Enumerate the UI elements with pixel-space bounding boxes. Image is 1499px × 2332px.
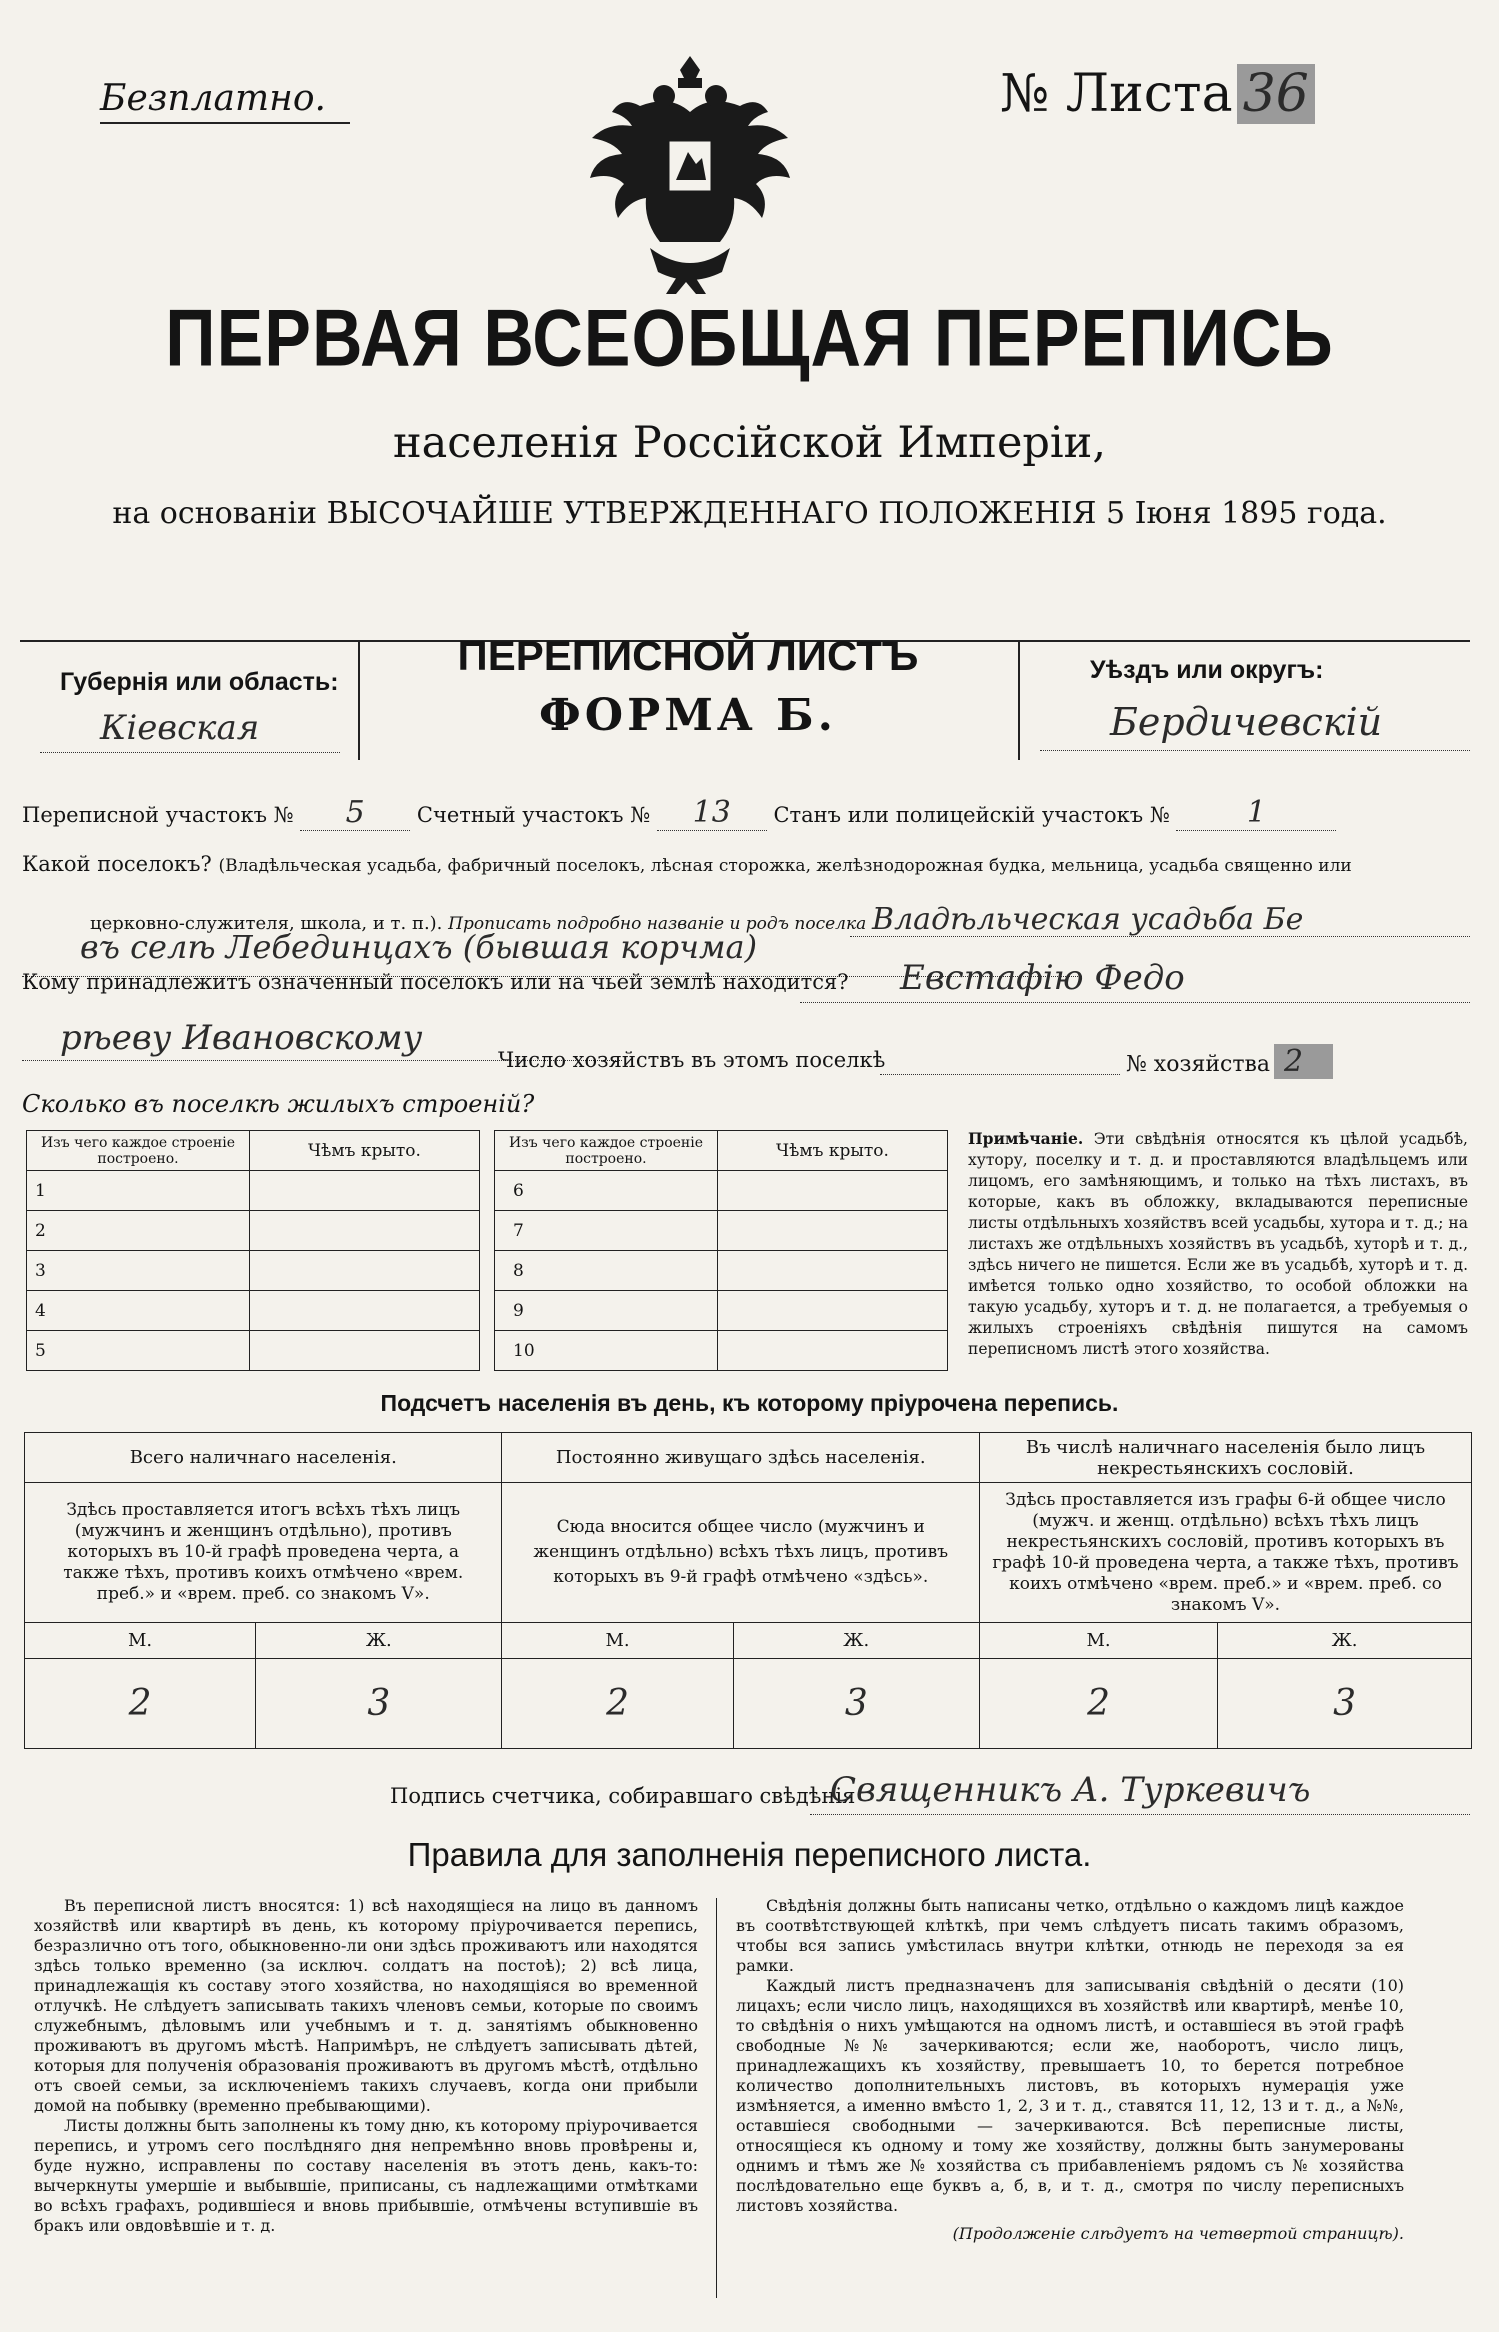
settlement-question: Какой поселокъ? xyxy=(22,852,212,876)
free-underline xyxy=(100,122,350,124)
building-row-no: 2 xyxy=(27,1211,250,1251)
district-label: Уѣздъ или округъ: xyxy=(1090,656,1324,684)
province-value: Кіевская xyxy=(100,708,260,748)
roof-cell xyxy=(718,1331,948,1371)
col3-f-value: 3 xyxy=(1218,1659,1472,1749)
building-row-no: 4 xyxy=(27,1291,250,1331)
col3-desc: Здѣсь проставляется изъ графы 6-й общее число (мужч. и женщ. отдѣльно) всѣхъ тѣхъ лицъ некрестьянскихъ сословій, противъ которыхъ въ графѣ 10-й проведена черта, а также тѣхъ, противъ коихъ отмѣчено «врем. преб.» и «врем. преб. со знакомъ V». xyxy=(979,1483,1471,1623)
building-row-no: 10 xyxy=(495,1331,718,1371)
buildings-table-right xyxy=(494,1130,948,1371)
count-area-value: 13 xyxy=(657,795,767,831)
household-no xyxy=(1126,1044,1333,1079)
buildings-table-left xyxy=(26,1130,480,1371)
col1-f-label: Ж. xyxy=(256,1623,502,1659)
settlement-line-1 xyxy=(850,936,1470,937)
col2-f-label: Ж. xyxy=(733,1623,979,1659)
form-title: ПЕРЕПИСНОЙ ЛИСТЪ xyxy=(457,632,919,679)
building-row-no: 7 xyxy=(495,1211,718,1251)
buildings-question: Сколько въ поселкѣ жилыхъ строеній? xyxy=(22,1090,535,1118)
province-line xyxy=(40,752,340,753)
settlement-hint-1: (Владѣльческая усадьба, фабричный поселокъ, лѣсная сторожка, желѣзнодорожная будка, мельница, усадьба священно или xyxy=(218,856,1352,876)
district-line xyxy=(1040,750,1470,751)
col3-title: Въ числѣ наличнаго населенія было лицъ некрестьянскихъ сословій. xyxy=(979,1433,1471,1483)
note-label: Примѣчаніе. xyxy=(968,1129,1084,1148)
roof-cell xyxy=(718,1211,948,1251)
free-label: Безплатно. xyxy=(100,78,326,119)
district-value: Бердичевскій xyxy=(1110,700,1383,744)
col1-title: Всего наличнаго населенія. xyxy=(25,1433,502,1483)
census-title: ПЕРВАЯ ВСЕОБЩАЯ ПЕРЕПИСЬ xyxy=(165,293,1334,383)
col-roof: Чѣмъ крыто. xyxy=(718,1131,948,1171)
station-label: Станъ или полицейскій участокъ № xyxy=(773,803,1170,827)
rules-heading: Правила для заполненія переписного листа. xyxy=(407,1836,1092,1873)
col3-f-label: Ж. xyxy=(1218,1623,1472,1659)
form-header-right-divider xyxy=(1018,640,1020,760)
rules-right-para-1: Свѣдѣнія должны быть написаны четко, отдѣльно о каждомъ лицѣ каждое въ соотвѣтствующей клѣткѣ, при чемъ слѣдуетъ писать такимъ образомъ, чтобы вся запись умѣстилась внутри клѣтки, отнюдь не переходя за ея рамки. xyxy=(736,1896,1404,1975)
province-label: Губернія или область: xyxy=(60,668,339,696)
roof-cell xyxy=(250,1211,480,1251)
sheet-number-label: № Листа xyxy=(1000,64,1233,124)
household-no-value: 2 xyxy=(1274,1044,1333,1079)
roof-cell xyxy=(718,1291,948,1331)
sheet-number xyxy=(1000,64,1315,124)
settlement-row xyxy=(22,852,1472,876)
settlement-value-1: Владѣльческая усадьба Бе xyxy=(872,902,1304,937)
signature-value: Священникъ А. Туркевичъ xyxy=(830,1770,1311,1810)
rules-left-column xyxy=(34,1896,698,2236)
col1-f-value: 3 xyxy=(256,1659,502,1749)
coat-of-arms-emblem xyxy=(580,48,800,298)
col-material: Изъ чего каждое строеніе построено. xyxy=(495,1131,718,1171)
building-row-no: 6 xyxy=(495,1171,718,1211)
roof-cell xyxy=(250,1251,480,1291)
owner-value-1: Евстафію Федо xyxy=(900,958,1185,998)
building-row-no: 1 xyxy=(27,1171,250,1211)
note-block xyxy=(968,1128,1468,1360)
col1-m-label: М. xyxy=(25,1623,256,1659)
count-area-label: Счетный участокъ № xyxy=(416,803,651,827)
col-roof: Чѣмъ крыто. xyxy=(250,1131,480,1171)
owner-question: Кому принадлежитъ означенный поселокъ или на чьей землѣ находится? xyxy=(22,970,849,994)
rules-left-para-2: Листы должны быть заполнены къ тому дню, къ которому пріурочивается перепись, и утромъ сего послѣдняго дня непремѣнно вновь провѣрены и, буде нужно, исправлены по составу населенія въ этотъ день, какъ-то: вычеркнуты умершіе и выбывшіе, приписаны, съ надлежащими отмѣтками во всѣхъ графахъ, родившіеся и вновь прибывшіе, отмѣчены вступившіе въ бракъ или овдовѣвшіе и т. д. xyxy=(34,2116,698,2235)
col1-m-value: 2 xyxy=(25,1659,256,1749)
count-heading: Подсчетъ населенія въ день, къ которому пріурочена перепись. xyxy=(380,1390,1119,1416)
settlement-hint-2: церковно-служителя, школа, и т. п.). xyxy=(90,913,443,934)
form-name: ФОРМА Б. xyxy=(539,690,837,741)
rules-continued: (Продолженіе слѣдуетъ на четвертой страницѣ). xyxy=(952,2224,1404,2243)
building-row-no: 5 xyxy=(27,1331,250,1371)
building-row-no: 3 xyxy=(27,1251,250,1291)
col2-m-value: 2 xyxy=(502,1659,733,1749)
population-count-table xyxy=(24,1432,1472,1749)
rules-right-column xyxy=(736,1896,1404,2243)
signature-label: Подпись счетчика, собиравшаго свѣдѣнія xyxy=(390,1784,856,1808)
rules-column-divider xyxy=(716,1898,717,2298)
rules-right-para-2: Каждый листъ предназначенъ для записыванія свѣдѣній о десяти (10) лицахъ; если число лицъ, находящихся въ хозяйствѣ или квартирѣ, менѣе 10, то свѣдѣнія о нихъ умѣщаются на одномъ листѣ, и оставшіеся въ этой графѣ свободные №№ зачеркиваются; если же, наоборотъ, число лицъ, принадлежащихъ къ хозяйству, превышаетъ 10, то берется потребное количество дополнительныхъ листовъ, въ которыхъ нумерація уже измѣняется, а именно вмѣсто 1, 2, 3 и т. д., ставятся 11, 12, 13 и т. д., а №№, оставшіеся свободными — зачеркиваются. Всѣ переписные листы, относящіеся къ одному и тому же хозяйству, должны быть занумерованы однимъ и тѣмъ же № хозяйства съ прибавленіемъ рядомъ съ № хозяйства послѣдовательно еще буквъ а, б, в, и т. д., смотря по числу переписныхъ листовъ хозяйства. xyxy=(736,1976,1404,2215)
col2-f-value: 3 xyxy=(733,1659,979,1749)
roof-cell xyxy=(718,1251,948,1291)
col2-title: Постоянно живущаго здѣсь населенія. xyxy=(502,1433,979,1483)
col2-m-label: М. xyxy=(502,1623,733,1659)
roof-cell xyxy=(250,1171,480,1211)
roof-cell xyxy=(250,1291,480,1331)
col1-desc: Здѣсь проставляется итогъ всѣхъ тѣхъ лицъ (мужчинъ и женщинъ отдѣльно), противъ которыхъ въ 10-й графѣ проведена черта, а также тѣхъ, противъ коихъ отмѣчено «врем. преб.» и «врем. преб. со знакомъ V». xyxy=(25,1483,502,1623)
settlement-value-2: въ селѣ Лебединцахъ (бывшая корчма) xyxy=(80,928,758,966)
household-no-label: № хозяйства xyxy=(1126,1052,1270,1077)
households-label: Число хозяйствъ въ этомъ поселкѣ xyxy=(498,1048,886,1072)
roof-cell xyxy=(250,1331,480,1371)
rules-left-para-1: Въ переписной листъ вносятся: 1) всѣ находящіеся на лицо въ данномъ хозяйствѣ или квартирѣ въ день, къ которому пріурочивается перепись, безразлично отъ того, обыкновенно-ли они здѣсь проживаютъ или находятся здѣсь только временно (за исключ. солдатъ на постоѣ); 2) всѣ лица, принадлежащія къ составу этого хозяйства, но находящіяся во временной отлучкѣ. Не слѣдуетъ записывать такихъ членовъ семьи, которые по своимъ служебнымъ, дѣловымъ или учебнымъ и т. д. занятіямъ обыкновенно проживаютъ въ другомъ мѣстѣ. Напримѣръ, не слѣдуетъ записывать дѣтей, которыя для полученія образованія проживаютъ въ другомъ мѣстѣ, отдѣльно отъ своей семьи, за исключеніемъ такихъ случаевъ, когда они прибыли домой на побывку (временно пребывающими). xyxy=(34,1896,698,2115)
col2-desc: Сюда вносится общее число (мужчинъ и женщинъ отдѣльно) всѣхъ тѣхъ лицъ, противъ которыхъ въ 9-й графѣ отмѣчено «здѣсь». xyxy=(502,1483,979,1623)
roof-cell xyxy=(718,1171,948,1211)
settlement-hint-3: Прописать подробно названіе и родъ поселка xyxy=(448,914,867,934)
col-material: Изъ чего каждое строеніе построено. xyxy=(27,1131,250,1171)
signature-line xyxy=(810,1814,1470,1815)
households-line xyxy=(880,1074,1120,1075)
note-text: Эти свѣдѣнія относятся къ цѣлой усадьбѣ, хутору, поселку и т. д. и проставляются владѣльцемъ или лицомъ, его замѣняющимъ, и только на тѣхъ листахъ, въ которые, какъ въ обложку, вкладываются переписные листы отдѣльныхъ хозяйствъ всей усадьбы, хутора и т. д.; на листахъ же отдѣльныхъ хозяйствъ въ усадьбѣ, хуторѣ и т. д., здѣсь ничего не пишется. Если же въ усадьбѣ, хуторѣ и т. д. имѣется только одно хозяйство, то особой обложки на такую усадьбу, хуторъ и т. д. не полагается, а требуемыя о жилыхъ строеніяхъ свѣдѣнія пишутся на самомъ переписномъ листѣ этого хозяйства. xyxy=(968,1130,1468,1358)
census-area-value: 5 xyxy=(300,795,410,831)
col3-m-label: М. xyxy=(979,1623,1217,1659)
census-subtitle: населенія Россійской Имперіи, xyxy=(392,418,1107,468)
owner-value-2: рѣеву Ивановскому xyxy=(60,1018,423,1058)
building-row-no: 8 xyxy=(495,1251,718,1291)
building-row-no: 9 xyxy=(495,1291,718,1331)
station-value: 1 xyxy=(1176,795,1336,831)
census-basis: на основаніи ВЫСОЧАЙШЕ УТВЕРЖДЕННАГО ПОЛОЖЕНІЯ 5 Іюня 1895 года. xyxy=(112,496,1387,531)
census-area-label: Переписной участокъ № xyxy=(22,803,294,827)
col3-m-value: 2 xyxy=(979,1659,1217,1749)
sheet-number-value: 36 xyxy=(1237,64,1315,124)
census-area-row xyxy=(22,795,1336,831)
owner-line-1 xyxy=(800,1002,1470,1003)
